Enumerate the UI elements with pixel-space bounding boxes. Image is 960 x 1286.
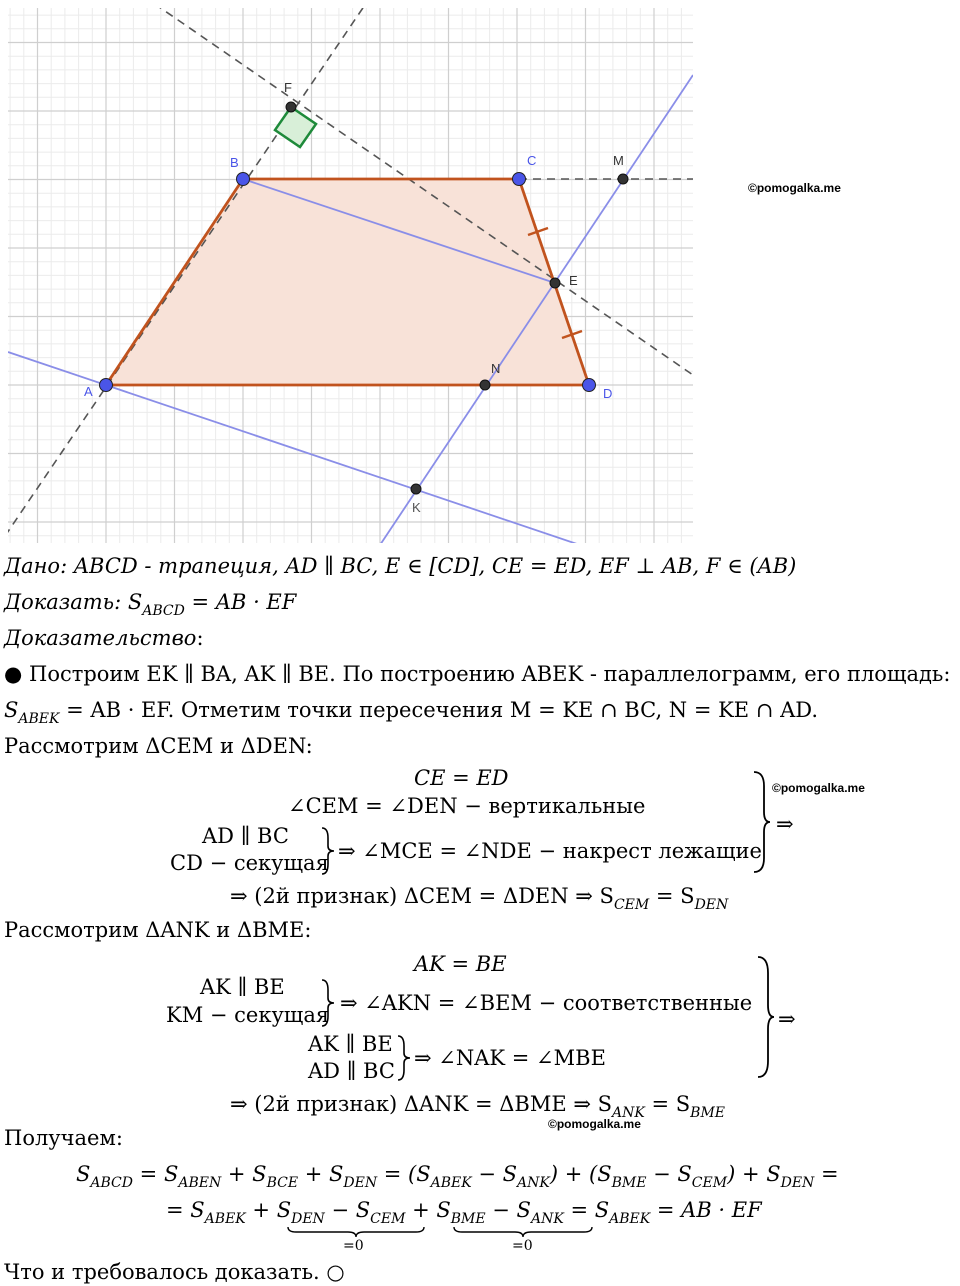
b2-result — [230, 1090, 725, 1127]
eq1-term-2: S — [252, 1162, 267, 1186]
b2-line1: AK = BE — [414, 952, 507, 976]
b2-res-sub2: BME — [690, 1105, 726, 1121]
b1-res-mid: = S — [649, 884, 695, 908]
label-m: M — [613, 153, 624, 168]
eq1-term-0: S — [76, 1162, 91, 1186]
eq1-sub-4: ABEK — [430, 1175, 472, 1191]
b2-res-mid: = S — [644, 1092, 691, 1116]
eq1-op-4: − — [471, 1162, 503, 1186]
eq1-sub-3: DEN — [343, 1175, 378, 1191]
b2-big-brace — [756, 955, 776, 1079]
eq2-end: = S — [563, 1198, 610, 1222]
b1-line3b: CD − секущая — [170, 851, 329, 875]
eq1-sub-1: ABEN — [178, 1175, 222, 1191]
b1-line3a: AD ∥ BC — [202, 824, 289, 848]
b2-small-brace-1 — [320, 978, 336, 1028]
eq1-sub-6: BME — [611, 1175, 647, 1191]
eq2-g1-sub: DEN — [291, 1211, 325, 1227]
p2-sub: ABEK — [18, 711, 60, 727]
eq1-sub-8: DEN — [780, 1175, 815, 1191]
proof-paragraph-2 — [4, 696, 818, 733]
prove-s: S — [121, 590, 143, 614]
b1-result — [230, 882, 728, 919]
eq1-op-7: ) + — [727, 1162, 767, 1186]
we-get: Получаем: — [4, 1126, 123, 1150]
eq1-term-8: S — [766, 1162, 781, 1186]
label-c: C — [527, 153, 537, 168]
point-a — [100, 379, 113, 392]
p2-s: S — [4, 698, 19, 722]
conclusion: Что и требовалось доказать. ○ — [4, 1260, 345, 1284]
label-e: E — [569, 273, 578, 288]
b2-small-brace-2 — [396, 1034, 412, 1082]
eq2-tail: = AB · EF — [650, 1198, 762, 1222]
eq2-sub1: ABEK — [204, 1211, 246, 1227]
b2-res-sub1: ANK — [612, 1105, 645, 1121]
eq1-term-6: S — [597, 1162, 612, 1186]
b1-big-brace — [752, 770, 772, 874]
b2-line2c: ⇒ ∠AKN = ∠BEM − соответственные — [340, 991, 753, 1015]
eq2-g1-minus: − S — [324, 1198, 371, 1222]
b2-res-text: ⇒ (2й признак) ΔANK = ΔBME ⇒ S — [230, 1092, 612, 1116]
b1-implies: ⇒ — [776, 812, 794, 836]
given-text: : ABCD - трапеция, AD ∥ BC, E ∈ [CD], CE = ED, EF ⊥ AB, F ∈ (AB) — [60, 554, 797, 578]
point-d — [583, 379, 596, 392]
consider-ank-bme: Рассмотрим ΔANK и ΔBME: — [4, 918, 312, 942]
p2-text: = AB · EF. Отметим точки пересечения M = KE ∩ BC, N = KE ∩ AD. — [59, 698, 819, 722]
eq1-op-3: = ( — [377, 1162, 417, 1186]
eq2-plus2: + — [405, 1198, 437, 1222]
prove-sub: ABCD — [142, 603, 185, 619]
geometry-figure — [0, 0, 700, 545]
eq2-g2-s: S — [436, 1198, 451, 1222]
eq1-op-0: = — [133, 1162, 164, 1186]
proof-paragraph-1: ● Построим EK ∥ BA, AK ∥ BE. По построению ABEK - параллелограмм, его площадь: — [4, 662, 951, 686]
b1-small-brace — [320, 826, 336, 876]
right-angle-mark — [275, 107, 316, 147]
trapezoid-fill — [106, 179, 589, 385]
point-f — [286, 102, 296, 112]
eq1-term-5: S — [502, 1162, 518, 1186]
prove-line — [4, 588, 296, 625]
b1-line2: ∠CEM = ∠DEN − вертикальные — [288, 794, 646, 818]
proof-label: Доказательство — [4, 626, 197, 650]
label-k: K — [412, 500, 421, 515]
prove-label: Доказать: — [4, 590, 122, 614]
b1-res-text: ⇒ (2й признак) ΔCEM = ΔDEN ⇒ S — [230, 884, 614, 908]
eq1-sub-0: ABCD — [90, 1175, 133, 1191]
eq1-op-8: = — [814, 1162, 839, 1186]
b1-line1: CE = ED — [414, 766, 509, 790]
equation-line-1 — [76, 1160, 839, 1197]
proof-heading — [4, 624, 204, 652]
given-label: Дано — [4, 554, 61, 578]
eq1-term-1: S — [163, 1162, 179, 1186]
point-b — [237, 173, 250, 186]
eq2-g1-s: S — [276, 1198, 292, 1222]
label-b: B — [230, 155, 239, 170]
eq1-sub-7: CEM — [691, 1175, 728, 1191]
watermark-1: ©pomogalka.me — [748, 181, 841, 195]
eq2-endsub: ABEK — [609, 1211, 651, 1227]
point-c — [513, 173, 526, 186]
eq2-group-2 — [436, 1198, 564, 1227]
point-m — [618, 174, 628, 184]
eq1-term-4: S — [416, 1162, 431, 1186]
b2-implies: ⇒ — [778, 1007, 796, 1031]
eq1-sub-5: ANK — [517, 1175, 550, 1191]
b2-line3b: AD ∥ BC — [308, 1059, 395, 1083]
label-a: A — [84, 384, 93, 399]
consider-cem-den: Рассмотрим ΔCEM и ΔDEN: — [4, 734, 313, 758]
zero-label-2: =0 — [512, 1238, 533, 1254]
b2-line2b: KM − секущая — [166, 1003, 330, 1027]
eq1-sub-2: BCE — [266, 1175, 299, 1191]
eq1-term-7: S — [677, 1162, 692, 1186]
b2-line3a: AK ∥ BE — [308, 1032, 393, 1056]
point-k — [411, 484, 421, 494]
b1-res-sub1: CEM — [613, 897, 650, 913]
label-d: D — [603, 386, 613, 401]
eq2-group-1 — [276, 1198, 406, 1227]
watermark-3: ©pomogalka.me — [548, 1117, 641, 1131]
eq2-g2-minus: − S — [485, 1198, 531, 1222]
label-f: F — [284, 80, 292, 95]
watermark-2: ©pomogalka.me — [772, 781, 865, 795]
prove-tail: = AB · EF — [184, 590, 297, 614]
eq1-op-1: + — [221, 1162, 253, 1186]
eq1-op-6: − — [646, 1162, 678, 1186]
eq2-g2-sub: BME — [450, 1211, 486, 1227]
eq2-g1-sub2: CEM — [370, 1211, 406, 1227]
b2-line3c: ⇒ ∠NAK = ∠MBE — [414, 1046, 606, 1070]
point-e — [550, 278, 560, 288]
eq1-op-5: ) + ( — [549, 1162, 598, 1186]
eq2-plus: + — [245, 1198, 277, 1222]
b1-res-sub2: DEN — [694, 897, 729, 913]
eq2-g2-sub2: ANK — [530, 1211, 564, 1227]
b1-line3c: ⇒ ∠MCE = ∠NDE − накрест лежащие — [338, 839, 762, 863]
given-line — [4, 552, 796, 580]
proof-colon: : — [196, 626, 204, 650]
point-n — [480, 380, 490, 390]
zero-label-1: =0 — [343, 1238, 364, 1254]
eq2-start: = S — [166, 1198, 205, 1222]
label-n: N — [491, 361, 501, 376]
eq1-op-2: + — [298, 1162, 329, 1186]
b2-line2a: AK ∥ BE — [200, 975, 285, 999]
eq1-term-3: S — [329, 1162, 344, 1186]
